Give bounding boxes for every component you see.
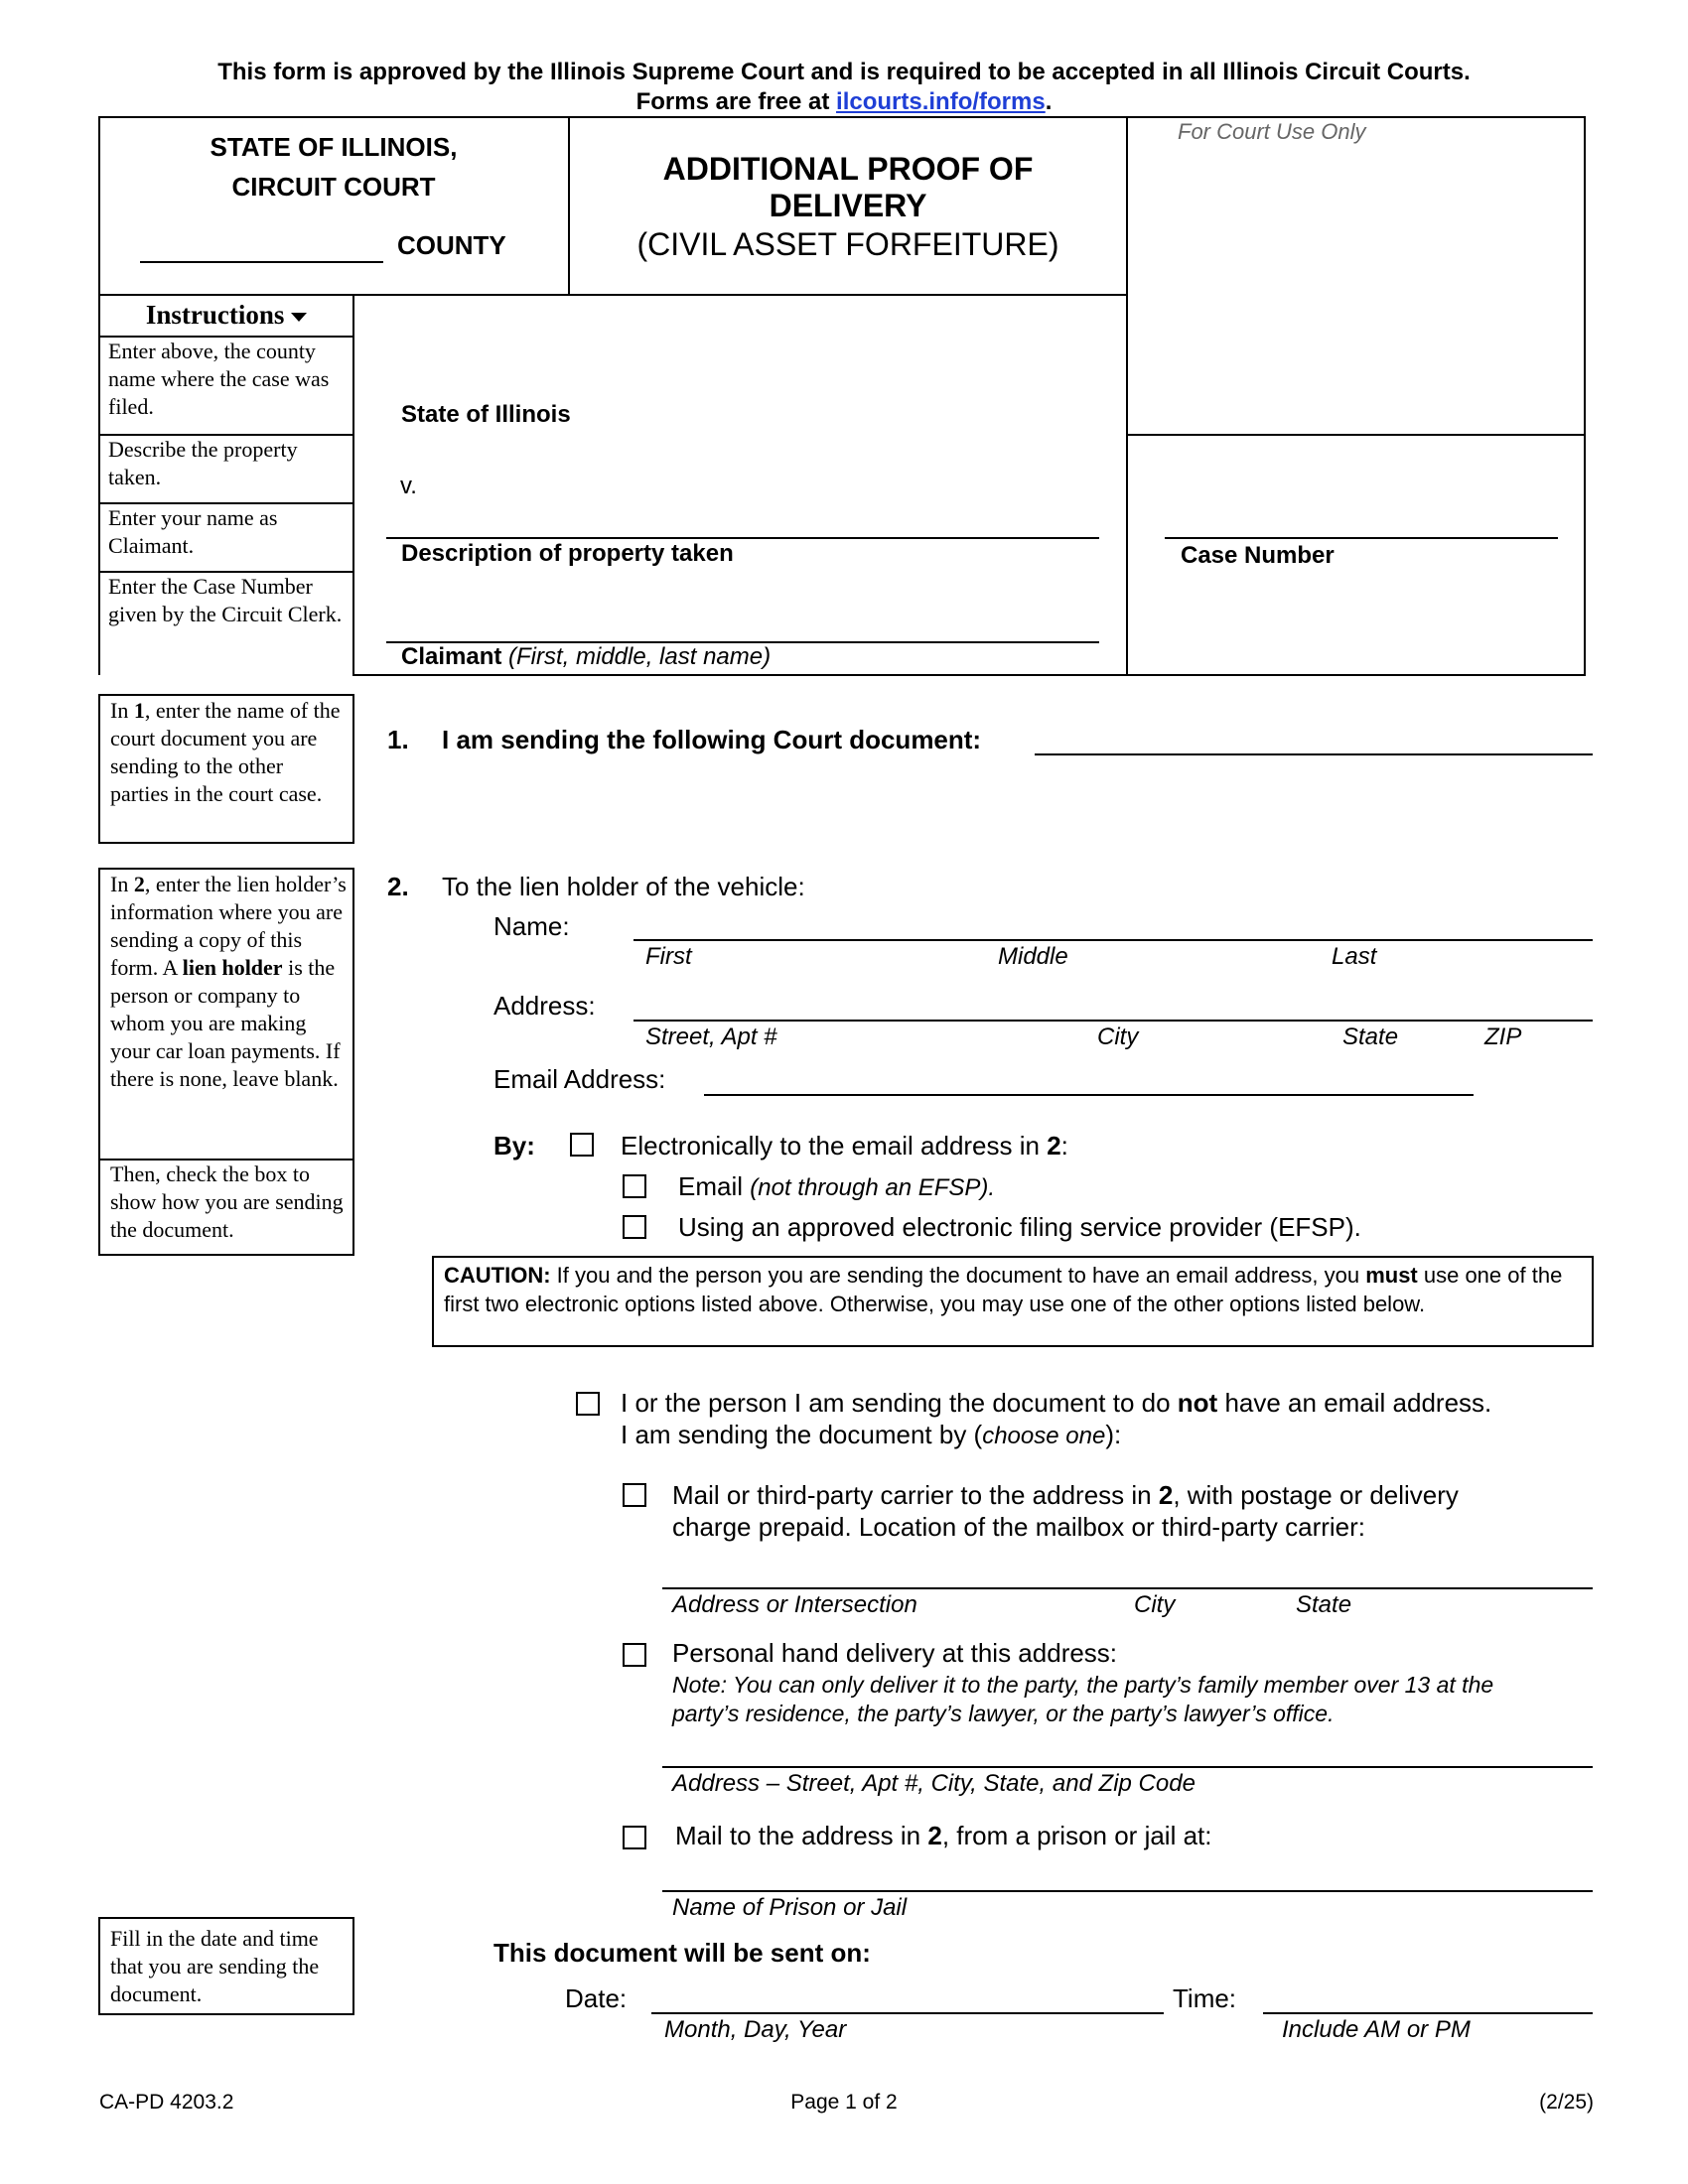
prison-num: 2 xyxy=(927,1821,942,1850)
electronic-checkbox[interactable] xyxy=(570,1133,594,1157)
mail-option-line2: charge prepaid. Location of the mailbox or third-party carrier: xyxy=(672,1512,1366,1542)
form-title xyxy=(570,151,1126,264)
email-option-label xyxy=(678,1171,995,1202)
state-of-illinois-party: State of Illinois xyxy=(401,401,571,428)
forms-free-period: . xyxy=(1045,88,1053,115)
date-label: Date: xyxy=(565,1983,628,2013)
hand-note-line2: party’s residence, the party’s lawyer, or the party’s lawyer’s office. xyxy=(672,1701,1335,1726)
instructions-header-text: Instructions xyxy=(145,300,285,330)
prison-mail-label xyxy=(675,1821,1211,1851)
courtuse-bottom-line xyxy=(1126,434,1586,436)
hand-delivery-checkbox[interactable] xyxy=(623,1643,646,1667)
claimant-hint: (First, middle, last name) xyxy=(508,643,772,670)
addr-zip-sublabel: ZIP xyxy=(1484,1024,1522,1050)
instructions-column xyxy=(98,294,354,675)
property-description-field[interactable] xyxy=(386,537,1099,539)
side-note-check-box: Then, check the box to show how you are sending the document. xyxy=(110,1161,344,1242)
prison-post: , from a prison or jail at: xyxy=(941,1821,1212,1850)
prison-pre: Mail to the address in xyxy=(675,1821,928,1850)
side-note-section2-text xyxy=(110,871,347,1093)
case-number-label: Case Number xyxy=(1181,542,1335,569)
title-line1: ADDITIONAL PROOF OF xyxy=(662,151,1034,187)
property-description-label: Description of property taken xyxy=(401,540,734,567)
date-sublabel: Month, Day, Year xyxy=(664,2016,847,2043)
divider-title-courtuse xyxy=(1126,116,1128,675)
note2-pre: In xyxy=(110,872,134,896)
hand-delivery-note xyxy=(672,1671,1493,1728)
approval-notice xyxy=(0,58,1688,117)
instructions-header xyxy=(98,300,354,331)
electronic-post: : xyxy=(1060,1131,1068,1160)
top-border xyxy=(98,116,1584,118)
email-address-label: Email Address: xyxy=(493,1064,666,1094)
right-border-top xyxy=(1584,116,1586,675)
no-email-pre: I or the person I am sending the document to do xyxy=(621,1388,1178,1418)
claimant-label xyxy=(401,643,771,671)
instruction-case-number: Enter the Case Number given by the Circuit Clerk. xyxy=(108,574,343,626)
electronic-pre: Electronically to the email address in xyxy=(621,1131,1048,1160)
time-label: Time: xyxy=(1173,1983,1237,2013)
sent-on-heading: This document will be sent on: xyxy=(493,1938,871,1968)
efsp-option-label: Using an approved electronic filing service provider (EFSP). xyxy=(678,1212,1361,1242)
choose-one: choose one xyxy=(982,1423,1106,1449)
note2-num: 2 xyxy=(133,872,145,896)
addr-street-sublabel: Street, Apt # xyxy=(645,1024,777,1050)
claimant-label-text: Claimant xyxy=(401,643,502,670)
email-opt-hint: (not through an EFSP). xyxy=(750,1174,996,1201)
caution-text xyxy=(444,1261,1584,1318)
caption-bottom-line xyxy=(352,674,1586,676)
left-border-instructions xyxy=(98,294,100,675)
forms-link[interactable]: ilcourts.info/forms xyxy=(836,88,1046,115)
court-document-field[interactable] xyxy=(1035,753,1593,755)
mail-state-sublabel: State xyxy=(1296,1591,1352,1618)
side-note-section2 xyxy=(98,868,354,1256)
name-last-sublabel: Last xyxy=(1332,943,1377,970)
note2-post: is the person or company to whom you are making your car loan payments. If there is none, leave blank. xyxy=(110,955,341,1091)
prison-sublabel: Name of Prison or Jail xyxy=(672,1894,908,1921)
email-checkbox[interactable] xyxy=(623,1174,646,1198)
hand-delivery-sublabel: Address – Street, Apt #, City, State, and Zip Code xyxy=(672,1770,1196,1797)
mail-option-label xyxy=(672,1479,1459,1543)
electronic-num: 2 xyxy=(1047,1131,1061,1160)
caution-box xyxy=(432,1256,1594,1347)
forms-free-text: Forms are free at xyxy=(635,88,837,115)
addr-state-sublabel: State xyxy=(1342,1024,1399,1050)
no-email-line1 xyxy=(621,1388,1491,1419)
no-email-line2 xyxy=(621,1420,1121,1450)
no-email-checkbox[interactable] xyxy=(576,1392,600,1416)
caret-down-icon xyxy=(291,313,307,322)
by-label: By: xyxy=(493,1131,535,1160)
note2-mid: , enter the lien holder’s information where you are sending a copy of this form. A xyxy=(110,872,347,980)
addr-city-sublabel: City xyxy=(1097,1024,1139,1050)
caution-label: CAUTION: xyxy=(444,1263,551,1288)
lien-holder-name-field[interactable] xyxy=(633,939,1593,941)
note1-num: 1 xyxy=(133,698,145,723)
mail-address-sublabel: Address or Intersection xyxy=(672,1591,917,1618)
efsp-checkbox[interactable] xyxy=(623,1215,646,1239)
no-email-not: not xyxy=(1177,1388,1218,1418)
email-opt-text: Email xyxy=(678,1171,744,1201)
side-note-date xyxy=(98,1917,354,2015)
no-email-post: have an email address. xyxy=(1217,1388,1492,1418)
hand-delivery-label: Personal hand delivery at this address: xyxy=(672,1638,1118,1668)
name-first-sublabel: First xyxy=(645,943,692,970)
side-note-section1-text xyxy=(110,697,347,808)
county-label: COUNTY xyxy=(397,230,506,260)
mail-num: 2 xyxy=(1158,1480,1174,1510)
title-line3: (CIVIL ASSET FORFEITURE) xyxy=(636,226,1059,262)
court-use-only-label: For Court Use Only xyxy=(1178,119,1366,144)
instruction-county: Enter above, the county name where the case was filed. xyxy=(108,339,330,419)
mail-city-sublabel: City xyxy=(1134,1591,1176,1618)
versus-label: v. xyxy=(400,473,417,499)
side-note-section1 xyxy=(98,694,354,844)
section1-number: 1. xyxy=(387,725,409,754)
prison-name-field[interactable] xyxy=(662,1890,1593,1892)
mail-pre: Mail or third-party carrier to the address in xyxy=(672,1480,1159,1510)
time-sublabel: Include AM or PM xyxy=(1282,2016,1471,2043)
prison-mail-checkbox[interactable] xyxy=(623,1826,646,1849)
state-of-illinois-heading xyxy=(99,127,568,206)
page-number: Page 1 of 2 xyxy=(790,2091,898,2114)
county-name-field[interactable] xyxy=(140,261,383,263)
section1-label: I am sending the following Court document: xyxy=(442,725,982,754)
hand-note-line1: Note: You can only deliver it to the party, the party’s family member over 13 at the xyxy=(672,1672,1494,1698)
name-label: Name: xyxy=(493,911,570,941)
mail-checkbox[interactable] xyxy=(623,1483,646,1507)
caution-text-post: use one of the first two electronic options listed above. Otherwise, you may use one of the other options listed below. xyxy=(444,1263,1563,1316)
section2-number: 2. xyxy=(387,872,409,901)
electronic-option-label xyxy=(621,1131,1068,1161)
note1-pre: In xyxy=(110,698,134,723)
case-number-field[interactable] xyxy=(1165,537,1558,539)
side-note-date-text: Fill in the date and time that you are sending the document. xyxy=(110,1926,320,2006)
form-code: CA-PD 4203.2 xyxy=(99,2091,234,2114)
mailbox-location-field[interactable] xyxy=(662,1587,1593,1589)
address-label: Address: xyxy=(493,991,596,1021)
lien-holder-address-field[interactable] xyxy=(633,1020,1593,1022)
title-line2: DELIVERY xyxy=(769,188,927,223)
name-middle-sublabel: Middle xyxy=(998,943,1068,970)
date-field[interactable] xyxy=(651,2012,1164,2014)
approval-notice-line2 xyxy=(0,87,1688,117)
choose-post: ): xyxy=(1105,1420,1122,1449)
mail-option-line1 xyxy=(672,1479,1459,1511)
state-line: STATE OF ILLINOIS, xyxy=(210,132,458,162)
hand-delivery-address-field[interactable] xyxy=(662,1766,1593,1768)
instruction-property: Describe the property taken. xyxy=(108,437,298,489)
caution-must: must xyxy=(1365,1263,1418,1288)
note1-post: , enter the name of the court document you are sending to the other parties in the court case. xyxy=(110,698,341,806)
approval-notice-line1: This form is approved by the Illinois Supreme Court and is required to be accepted in all Illinois Circuit Courts. xyxy=(217,59,1471,85)
instruction-claimant: Enter your name as Claimant. xyxy=(108,505,278,558)
mail-post: , with postage or delivery xyxy=(1173,1480,1459,1510)
section2-label: To the lien holder of the vehicle: xyxy=(442,872,805,901)
lien-holder-email-field[interactable] xyxy=(704,1094,1474,1096)
caution-text-pre: If you and the person you are sending the document to have an email address, you xyxy=(550,1263,1366,1288)
circuit-court-line: CIRCUIT COURT xyxy=(231,172,436,202)
time-field[interactable] xyxy=(1263,2012,1593,2014)
choose-pre: I am sending the document by ( xyxy=(621,1420,983,1449)
note2-term: lien holder xyxy=(182,955,283,980)
revision-date: (2/25) xyxy=(1539,2091,1594,2114)
